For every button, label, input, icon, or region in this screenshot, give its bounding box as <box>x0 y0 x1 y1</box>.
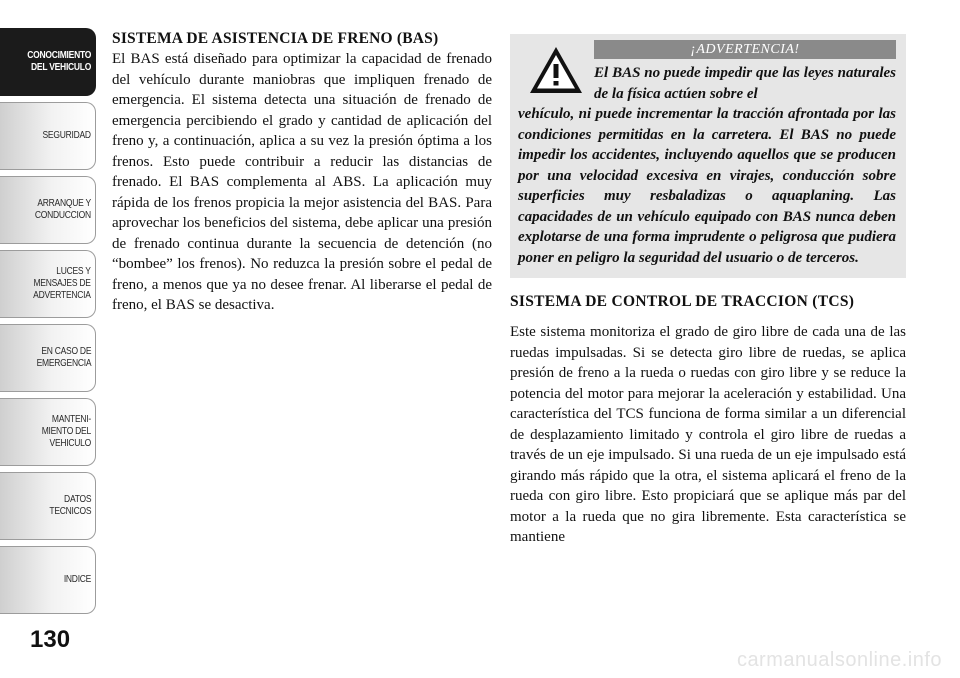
tab-label: LUCES Y MENSAJES DE ADVERTENCIA <box>33 266 91 301</box>
warning-triangle-icon <box>518 40 594 100</box>
tab-label: ARRANQUE Y CONDUCCION <box>34 198 91 221</box>
tab-label: CONOCIMIENTO DEL VEHICULO <box>27 50 91 73</box>
section-heading-tcs: SISTEMA DE CONTROL DE TRACCION (TCS) <box>510 293 855 310</box>
tab-conocimiento-del-vehiculo[interactable] <box>0 28 96 96</box>
tab-indice[interactable] <box>0 546 96 614</box>
watermark: carmanualsonline.info <box>736 649 942 671</box>
tab-label: MANTENI- MIENTO DEL VEHICULO <box>41 414 91 449</box>
right-column <box>510 34 906 548</box>
tab-label: EN CASO DE EMERGENCIA <box>36 346 91 369</box>
tab-luces-y-mensajes[interactable] <box>0 250 96 318</box>
tab-seguridad[interactable] <box>0 102 96 170</box>
warning-text-first: El BAS no puede impedir que las leyes naturales de la física actúen sobre el <box>594 65 896 102</box>
tab-label: INDICE <box>63 574 91 585</box>
warning-box <box>510 34 906 278</box>
tab-label: SEGURIDAD <box>42 130 91 141</box>
tab-en-caso-de-emergencia[interactable] <box>0 324 96 392</box>
tcs-paragraph: Este sistema monitoriza el grado de giro libre de cada una de las ruedas impulsadas. Si se detecta giro libre de ruedas, se aplica presión de freno a la rueda o ruedas con giro libre y se reduce la potencia del motor para mejorar la aceleración y estabilidad. Una característica del TCS funciona de forma similar a un diferencial de desplazamiento limitado y controla el giro libre de ruedas a través de un eje impulsado. Si una rueda de un eje impulsado está girando más rápido que la otra, el sistema aplicará el freno de la rueda con giro libre. Esto propiciará que se aplique más par del motor a la rueda que no gira libremente. Esta característica se mantiene <box>510 324 906 545</box>
tab-mantenimiento[interactable] <box>0 398 96 466</box>
bas-paragraph: El BAS está diseñado para optimizar la capacidad de frenado del vehículo durante maniobras que impliquen frenado de emergencia. El sistema detecta una situación de frenado de emergencia percibiendo el grado y cantidad de aplicación del freno y, a continuación, aplica a su vez la presión óptima a los frenos. Esto puede contribuir a reducir las distancias de frenado. El BAS complementa al ABS. La aplicación muy rápida de los frenos propicia la mejor asistencia del BAS. Para aprovechar los beneficios del sistema, debe aplicar una presión de frenado continua durante la secuencia de detención (no “bombee” los frenos). No reduzca la presión sobre el pedal de freno, a menos que ya no desee frenar. Al liberarse el pedal de freno, el BAS se desactiva. <box>112 51 492 313</box>
section-heading-bas: SISTEMA DE ASISTENCIA DE FRENO (BAS) <box>112 30 439 47</box>
left-column <box>112 30 492 316</box>
warning-text: vehículo, ni puede incrementar la tracción afrontada por las condiciones permitidas en la carretera. El BAS no puede impedir los accidentes, incluyendo aquellos que se producen por una velocidad excesiva en virajes, conducción sobre superficies muy resbaladizas o aquaplaning. Las capacidades de un vehículo equipado con BAS nunca deben explotarse de una forma imprudente o peligrosa que pudiera poner en peligro la seguridad del usuario o de terceros. <box>518 106 896 266</box>
page-number: 130 <box>30 626 71 653</box>
tab-datos-tecnicos[interactable] <box>0 472 96 540</box>
tab-arranque-y-conduccion[interactable] <box>0 176 96 244</box>
warning-title: ¡ADVERTENCIA! <box>594 40 896 59</box>
tab-label: DATOS TECNICOS <box>49 494 91 517</box>
